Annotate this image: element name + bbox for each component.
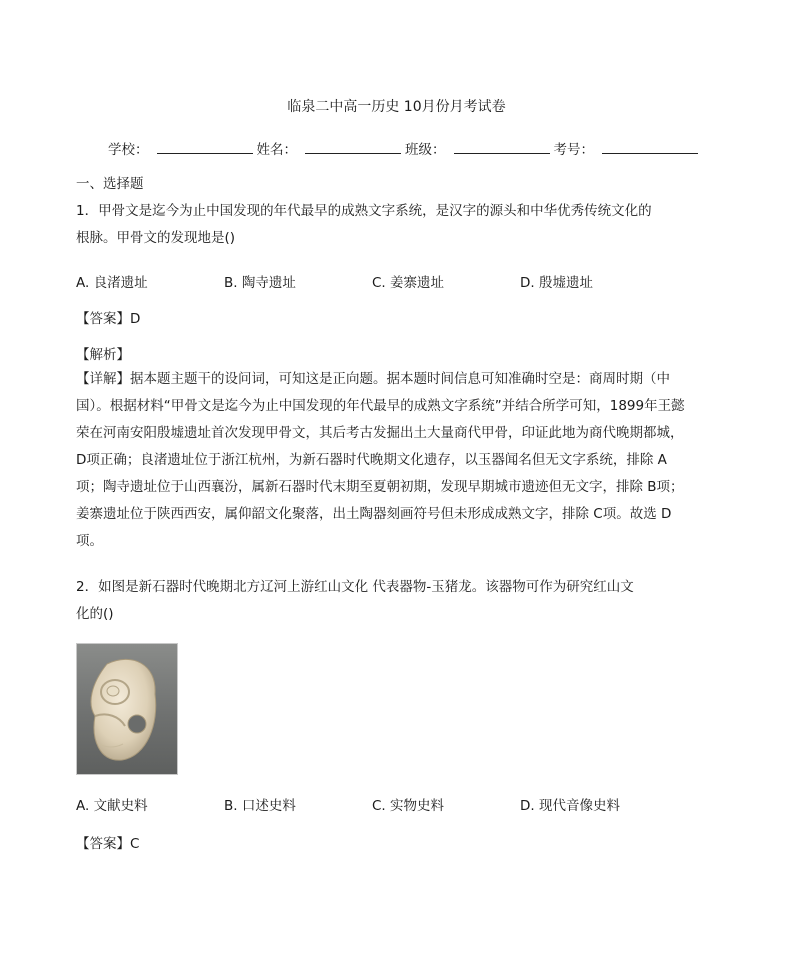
q1-explanation: 【详解】据本题主题干的设问词，可知这是正向题。据本题时间信息可知准确时空是：商周时期（中国）。根据材料“甲骨文是迄今为止中国发现的年代最早的成熟文字系统”并结合所学可知，1899年王懿荣在河南安阳殷墟遗址首次发现甲骨文，其后考古发掘出土大量商代甲骨，印证此地为商代晚期都城，D项正确；良渚遗址位于浙江杭州，为新石器时代晚期文化遗存，以玉器闻名但无文字系统，排除 A项；陶寺遗址位于山西襄汾，属新石器时代末期至夏朝初期，发现早期城市遗迹但无文字，排除 B项；姜寨遗址位于陕西西安，属仰韶文化聚落，出土陶器刻画符号但未形成成熟文字，排除 C项。故选 D项。: [76, 371, 685, 549]
answer-label: 【答案】: [76, 311, 130, 327]
q2-stem-line2: 化的(): [76, 606, 114, 622]
q2-answer: [76, 832, 139, 852]
answer-value: C: [130, 836, 140, 852]
q1-option-d: D. 殷墟遗址: [520, 275, 593, 291]
q2-option-d: D. 现代音像史料: [520, 798, 620, 814]
jade-pig-dragon-image: [76, 643, 178, 775]
school-label: 学校：: [108, 142, 149, 158]
name-blank: [305, 139, 401, 154]
answer-value: D: [130, 311, 141, 327]
jade-pig-dragon-figure: [77, 644, 177, 774]
q2-option-c: C. 实物史料: [372, 798, 445, 814]
name-label: 姓名：: [256, 142, 297, 158]
school-blank: [157, 139, 253, 154]
q2-option-b: B. 口述史料: [224, 798, 296, 814]
q1-option-c: C. 姜寨遗址: [372, 275, 445, 291]
q2-stem-line1: 2．如图是新石器时代晚期北方辽河上游红山文化 代表器物-玉猪龙。该器物可作为研究红山文: [76, 579, 634, 595]
q1-option-a: A. 良渚遗址: [76, 275, 148, 291]
q1-analysis-label: 【解析】: [76, 347, 130, 363]
class-blank: [454, 139, 550, 154]
section-heading: 一、选择题: [76, 176, 144, 192]
q1-option-b: B. 陶寺遗址: [224, 275, 296, 291]
number-label: 考号：: [553, 142, 594, 158]
q2-option-a: A. 文献史料: [76, 798, 148, 814]
q1-stem-line1: 1．甲骨文是迄今为止中国发现的年代最早的成熟文字系统，是汉字的源头和中华优秀传统文化的: [76, 203, 652, 219]
q1-answer: [76, 307, 140, 327]
class-label: 班级：: [405, 142, 446, 158]
info-row: [108, 138, 702, 158]
q1-stem-line2: 根脉。甲骨文的发现地是(): [76, 230, 236, 246]
number-blank: [602, 139, 698, 154]
answer-label: 【答案】: [76, 836, 130, 852]
exam-title: 临泉二中高一历史 10月份月考试卷: [287, 99, 506, 115]
